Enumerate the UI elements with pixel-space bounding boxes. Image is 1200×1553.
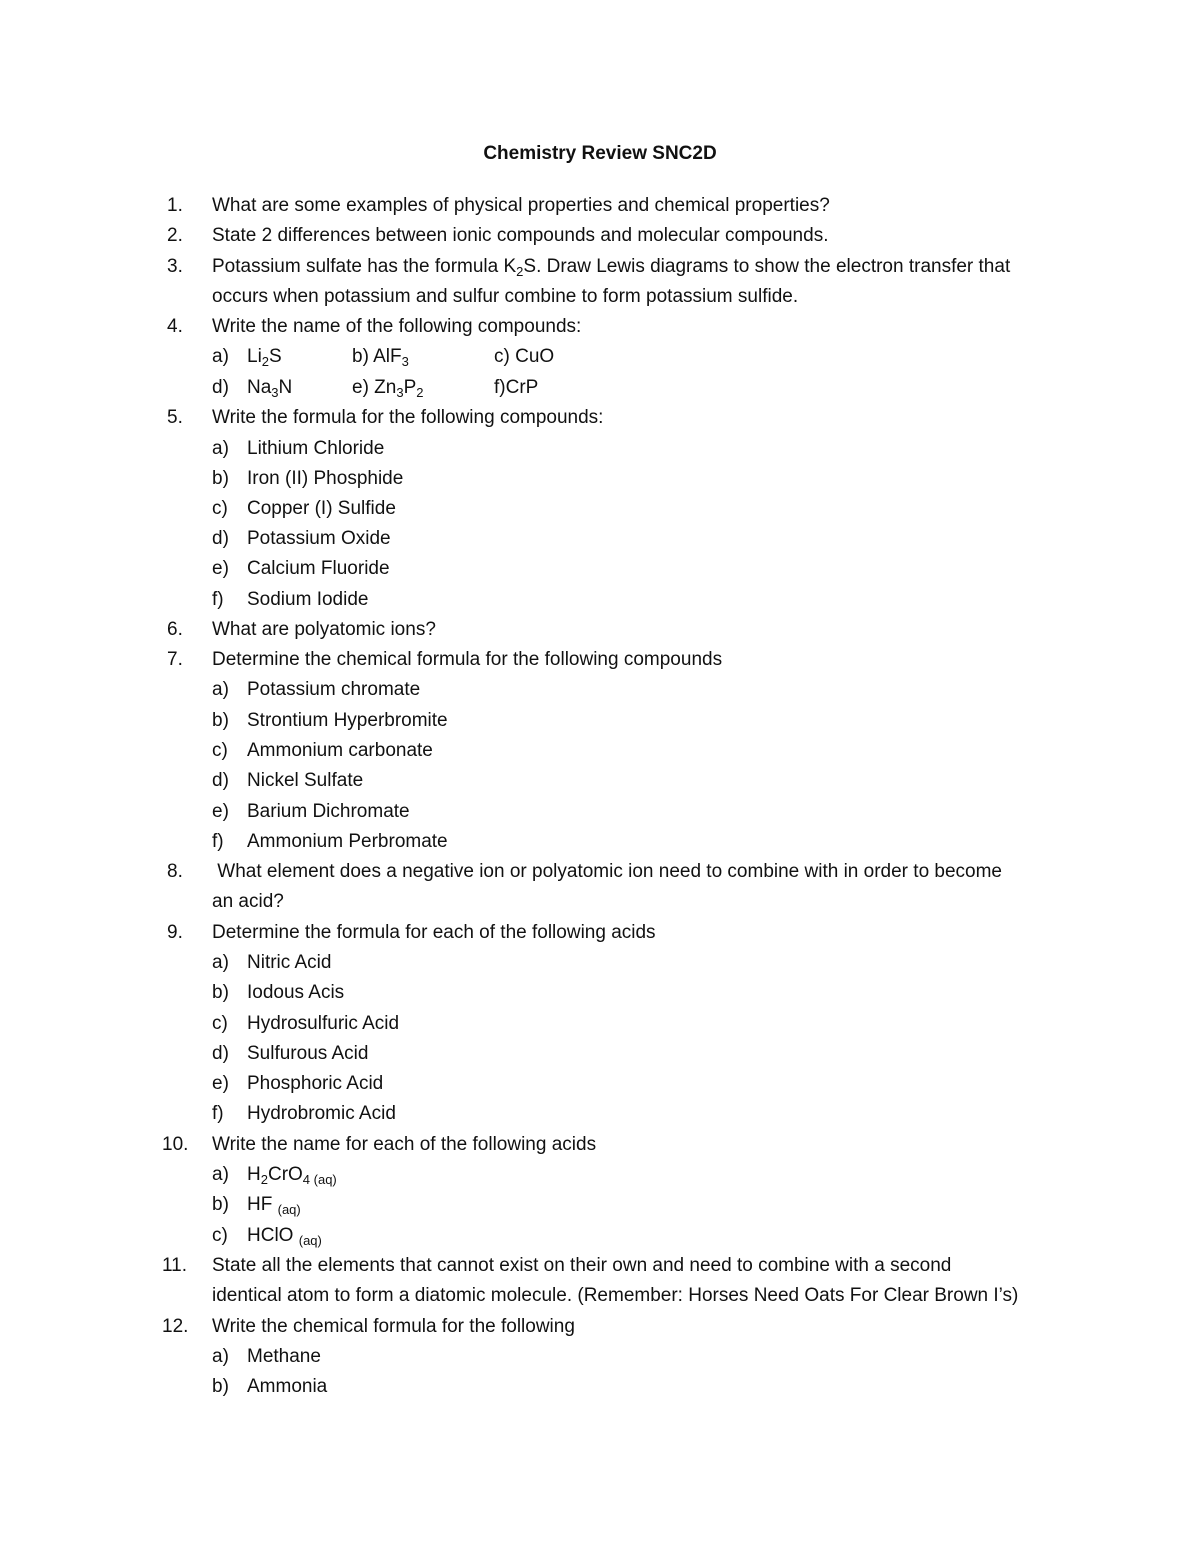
item-letter: a) [212, 346, 229, 367]
item-text: Sulfurous Acid [247, 1043, 369, 1064]
question-text: State 2 differences between ionic compounds and molecular compounds. [212, 225, 829, 246]
item-letter: c) [212, 740, 228, 761]
acid-formula: HF $_{(aq)}$ [247, 1194, 301, 1217]
item-text: Ammonium Perbromate [247, 831, 448, 852]
item-letter: d) [212, 1043, 229, 1064]
compound-d: $Na_3N$ [247, 377, 293, 400]
question-text: Write the name for each of the following acids [212, 1134, 597, 1155]
compound-a: $Li_2S$ [247, 346, 282, 369]
item-letter: b) [212, 468, 229, 489]
item-letter: b) [212, 1376, 229, 1397]
question-text: Determine the formula for each of the following acids [212, 922, 656, 943]
item-text: Strontium Hyperbromite [247, 710, 448, 731]
question-number: 1. [167, 195, 183, 216]
item-text: Hydrobromic Acid [247, 1103, 396, 1124]
compound-c: c) CuO [494, 346, 555, 367]
item-text: Nitric Acid [247, 952, 332, 973]
item-text: Potassium Oxide [247, 528, 391, 549]
item-text: Calcium Fluoride [247, 558, 390, 579]
item-text: Phosphoric Acid [247, 1073, 384, 1094]
item-letter: a) [212, 679, 229, 700]
compound-f: f)CrP [494, 377, 539, 398]
question-number: 10. [162, 1134, 189, 1155]
question-number: 12. [162, 1316, 189, 1337]
item-text: Iron (II) Phosphide [247, 468, 404, 489]
item-letter: d) [212, 528, 229, 549]
item-letter: f) [212, 589, 224, 610]
item-text: Lithium Chloride [247, 438, 385, 459]
compound-e: e) $Zn_3P_2$ [352, 377, 424, 400]
item-text: Ammonium carbonate [247, 740, 433, 761]
question-text: an acid? [212, 891, 284, 912]
item-letter: c) [212, 1013, 228, 1034]
item-text: Copper (I) Sulfide [247, 498, 396, 519]
question-text: What are some examples of physical properties and chemical properties? [212, 195, 830, 216]
question-number: 9. [167, 922, 183, 943]
item-letter: a) [212, 1164, 229, 1185]
question-number: 2. [167, 225, 183, 246]
question-number: 11. [162, 1255, 188, 1276]
question-text: Write the chemical formula for the following [212, 1316, 575, 1337]
question-number: 7. [167, 649, 183, 670]
acid-formula: HClO $_{(aq)}$ [247, 1225, 322, 1248]
acid-formula: $H_2CrO_{4 (aq)}$ [247, 1164, 337, 1187]
item-letter: d) [212, 377, 229, 398]
question-text: occurs when potassium and sulfur combine to form potassium sulfide. [212, 286, 799, 307]
item-text: Iodous Acis [247, 982, 345, 1003]
item-letter: a) [212, 1346, 229, 1367]
item-letter: f) [212, 1103, 224, 1124]
question-text: Write the name of the following compounds: [212, 316, 582, 337]
item-letter: a) [212, 952, 229, 973]
item-text: Hydrosulfuric Acid [247, 1013, 400, 1034]
compound-b: b) AlF$_3$ [352, 346, 409, 369]
question-text: State all the elements that cannot exist on their own and need to combine with a second [212, 1255, 952, 1276]
item-text: Methane [247, 1346, 321, 1367]
item-letter: b) [212, 710, 229, 731]
question-number: 3. [167, 256, 183, 277]
question-number: 6. [167, 619, 183, 640]
question-number: 5. [167, 407, 183, 428]
item-text: Barium Dichromate [247, 801, 410, 822]
question-text: What element does a negative ion or polyatomic ion need to combine with in order to become [212, 861, 1003, 882]
question-text: What are polyatomic ions? [212, 619, 436, 640]
item-letter: f) [212, 831, 224, 852]
question-number: 8. [167, 861, 183, 882]
item-letter: c) [212, 1225, 228, 1246]
item-letter: a) [212, 438, 229, 459]
item-letter: e) [212, 801, 229, 822]
item-text: Ammonia [247, 1376, 328, 1397]
item-letter: d) [212, 770, 229, 791]
question-text: identical atom to form a diatomic molecule. (Remember: Horses Need Oats For Clear Brown I’s) [212, 1285, 1019, 1306]
question-text: Determine the chemical formula for the following compounds [212, 649, 723, 670]
question-text: Potassium sulfate has the formula $K_2S$. Draw Lewis diagrams to show the electron transfer that [212, 256, 1011, 279]
item-text: Potassium chromate [247, 679, 421, 700]
item-letter: c) [212, 498, 228, 519]
item-letter: b) [212, 1194, 229, 1215]
question-text: Write the formula for the following compounds: [212, 407, 604, 428]
item-text: Nickel Sulfate [247, 770, 364, 791]
page-title: Chemistry Review SNC2D [483, 143, 717, 164]
item-text: Sodium Iodide [247, 589, 369, 610]
item-letter: e) [212, 558, 229, 579]
question-number: 4. [167, 316, 183, 337]
item-letter: e) [212, 1073, 229, 1094]
item-letter: b) [212, 982, 229, 1003]
